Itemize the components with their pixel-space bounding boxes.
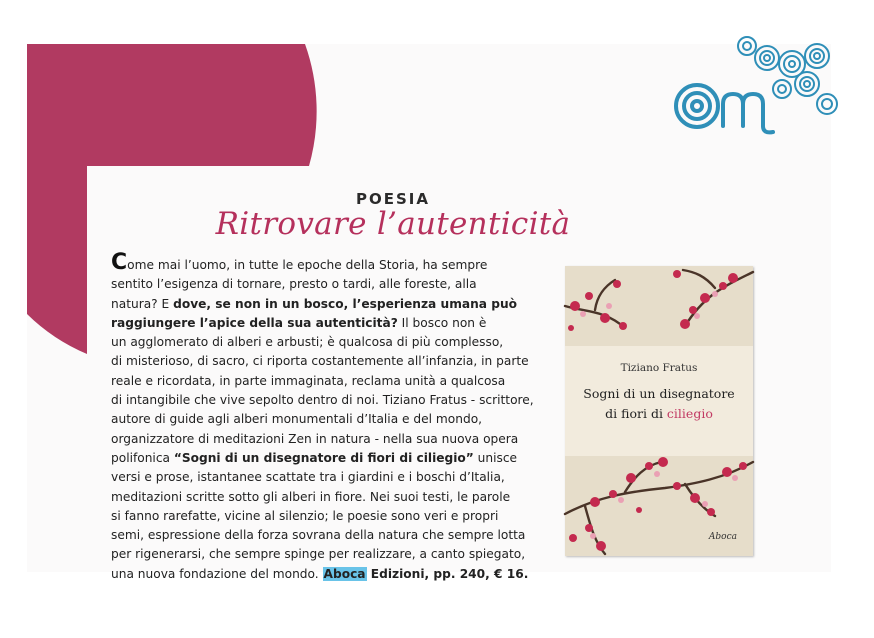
- body-text: polifonica: [111, 450, 174, 465]
- body-line: [111, 250, 551, 275]
- body-text: autore di guide agli alberi monumentali d’Italia e del mondo,: [111, 412, 483, 427]
- body-text: per rigenerarsi, che sempre spinge per realizzare, a canto spiegato,: [111, 547, 526, 562]
- category-label: POESIA: [356, 190, 430, 208]
- body-line: [111, 295, 551, 314]
- publisher-highlight: Aboca: [323, 566, 366, 581]
- body-text: ome mai l’uomo, in tutte le epoche della Storia, ha sempre: [127, 258, 488, 272]
- body-line: [111, 507, 551, 526]
- body-text: semi, espressione della forza sovrana della natura che sempre lotta: [111, 528, 526, 543]
- body-text: unisce: [473, 450, 518, 465]
- body-line: [111, 314, 551, 333]
- body-line: [111, 372, 551, 391]
- book-title-line2: [565, 406, 753, 421]
- bold-text: dove, se non in un bosco, l’esperienza umana può: [173, 296, 518, 311]
- book-title-line1: Sogni di un disegnatore: [583, 386, 735, 401]
- body-text: sentito l’esigenza di tornare, presto o tardi, alle foreste, alla: [111, 277, 477, 292]
- body-line: [111, 545, 551, 564]
- book-publisher: Aboca: [708, 532, 737, 542]
- book-title-line2-prefix: di fiori di: [605, 406, 667, 421]
- body-text: un agglomerato di alberi e arbusti; è qualcosa di più complesso,: [111, 335, 504, 350]
- body-text: natura? E: [111, 296, 174, 311]
- body-text: si fanno rarefatte, vicine al silenzio; le poesie sono veri e propri: [111, 508, 499, 523]
- body-text: versi e prose, istantanee scattate tra i giardini e i boschi d’Italia,: [111, 470, 505, 485]
- body-text: meditazioni scritte sotto gli alberi in fiore. Nei suoi testi, le parole: [111, 489, 511, 504]
- bold-text: raggiungere l’apice della sua autenticità?: [111, 315, 398, 330]
- drop-cap: C: [111, 250, 128, 275]
- body-line: [111, 352, 551, 371]
- body-line: [111, 565, 551, 584]
- om-spiral-logo-icon: [667, 44, 831, 140]
- body-line: [111, 468, 551, 487]
- body-line: [111, 449, 551, 468]
- body-text: una nuova fondazione del mondo.: [111, 566, 323, 581]
- bold-text: “Sogni di un disegnatore di fiori di ciliegio”: [173, 450, 474, 465]
- body-text: Il bosco non è: [397, 315, 487, 330]
- article-title: Ritrovare l’autenticità: [215, 206, 571, 242]
- book-cover: [565, 266, 753, 556]
- body-line: [111, 275, 551, 294]
- body-text: reale e ricordata, in parte immaginata, reclama unità a qualcosa: [111, 373, 506, 388]
- bold-text: Edizioni, pp. 240, € 16.: [366, 566, 529, 581]
- body-text: di intangibile che vive sepolto dentro di noi. Tiziano Fratus - scrittore,: [111, 393, 534, 408]
- book-title-accent: ciliegio: [666, 406, 713, 421]
- magazine-page: [27, 44, 831, 581]
- body-text: organizzatore di meditazioni Zen in natura - nella sua nuova opera: [111, 431, 519, 446]
- body-line: [111, 488, 551, 507]
- body-line: [111, 333, 551, 352]
- body-line: [111, 410, 551, 429]
- book-author: Tiziano Fratus: [620, 362, 698, 374]
- body-line: [111, 430, 551, 449]
- body-line: [111, 526, 551, 545]
- body-text: di misterioso, di sacro, ci riporta costantemente all’infanzia, in parte: [111, 354, 529, 369]
- article-body: [111, 250, 551, 584]
- body-line: [111, 391, 551, 410]
